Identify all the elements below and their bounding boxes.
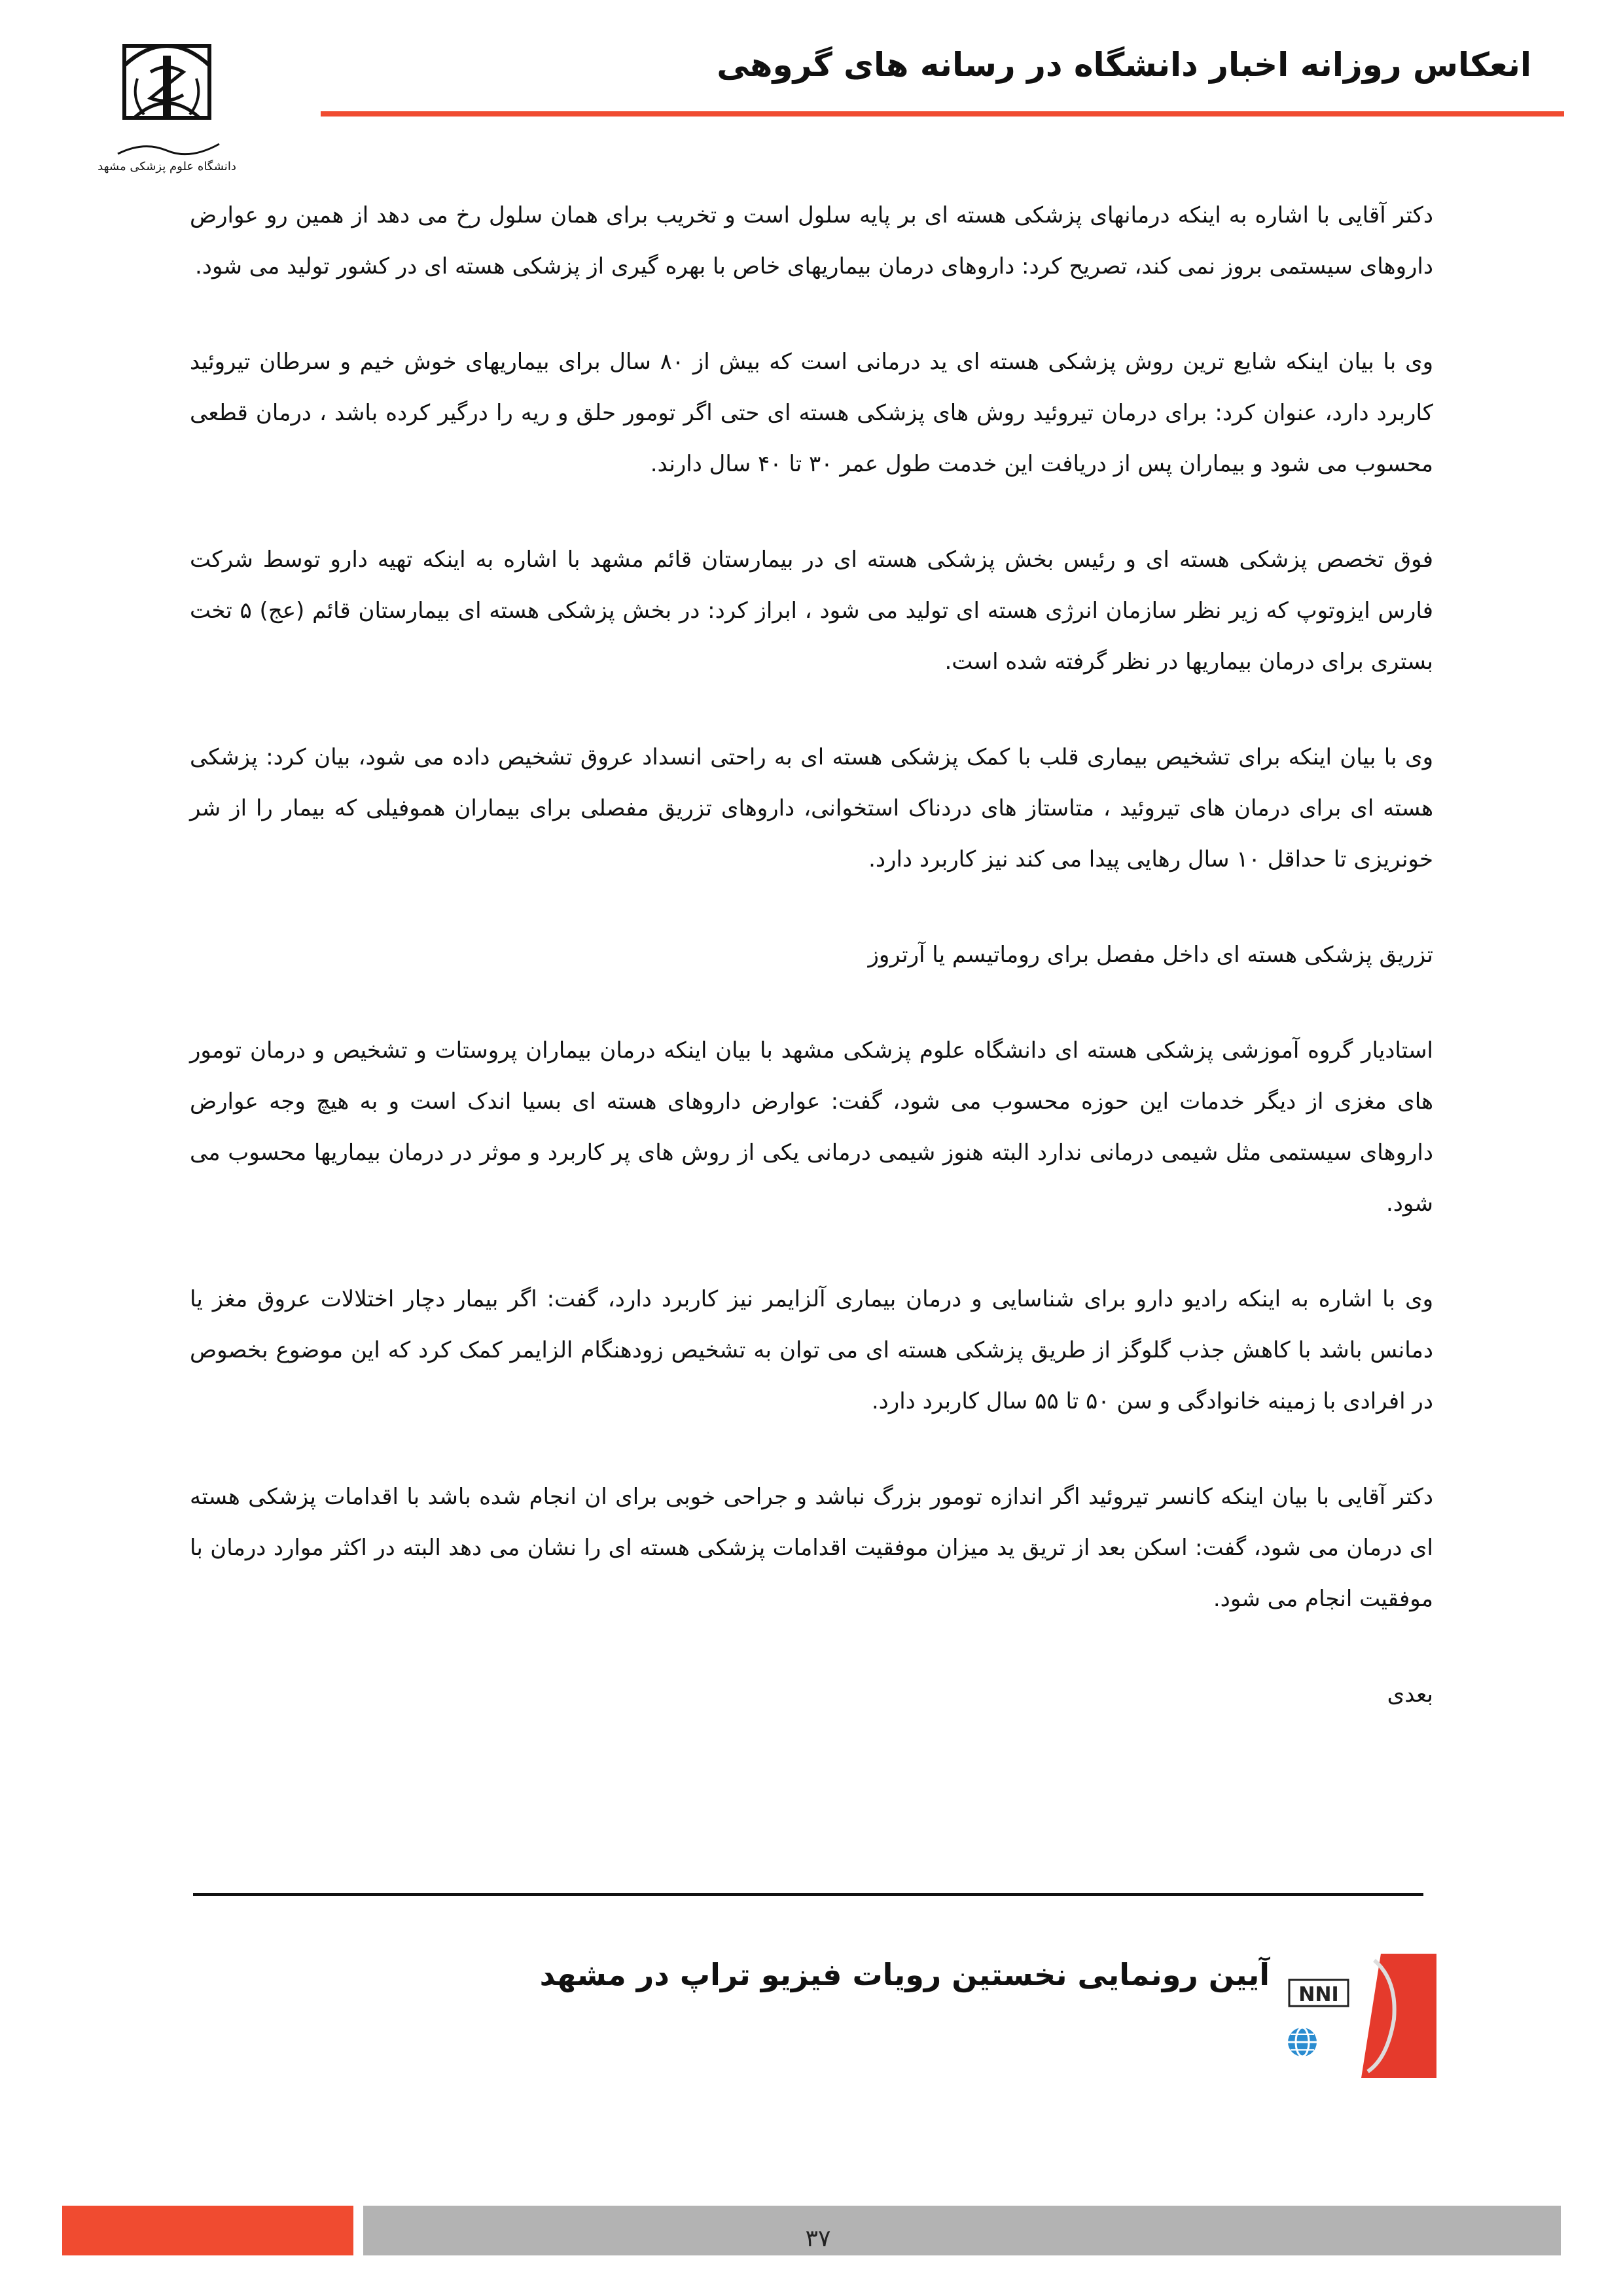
section-divider (193, 1893, 1423, 1896)
university-logo (98, 26, 236, 177)
agency-logo-text: NNI (1298, 1983, 1339, 2006)
page-number: ۳۷ (805, 2225, 831, 2252)
subheading: تزریق پزشکی هسته ای داخل مفصل برای روماتیسم یا آرتروز (868, 942, 1433, 968)
paragraph: وی با بیان اینکه برای تشخیص بیماری قلب با کمک پزشکی هسته ای به راحتی انسداد عروق تشخیص داده می شود، بیان کرد: پزشکی هسته ای برای درمان های تیروئید ، متاستاز های دردناک استخوانی، داروهای تزریق مفصلی برای بیماران هموفیلی که بیمار را از شر خونریزی تا حداقل ۱۰ سال رهایی پیدا می کند نیز کاربرد دارد. (190, 744, 1433, 872)
paragraph: استادیار گروه آموزشی پزشکی هسته ای دانشگاه علوم پزشکی مشهد با بیان اینکه درمان بیماران پروستات و تشخیص و درمان تومور های مغزی از دیگر خدمات این حوزه محسوب می شود، گفت: عوارض داروهای هسته ای بسیا اندک است و به هیچ وجه عوارض داروهای سیستمی مثل شیمی درمانی ندارد البته هنوز شیمی درمانی یکی از روش های پر کاربرد و موثر در درمان بیماریها محسوب می شود. (190, 1037, 1433, 1217)
header-divider (321, 111, 1564, 117)
footer-accent-bar (62, 2206, 353, 2255)
next-link[interactable]: بعدی (1387, 1681, 1433, 1708)
globe-icon (1288, 2028, 1317, 2056)
page-title: انعکاس روزانه اخبار دانشگاه در رسانه های گروهی (717, 46, 1531, 84)
paragraph: فوق تخصص پزشکی هسته ای و رئیس بخش پزشکی هسته ای در بیمارستان قائم مشهد با اشاره به اینکه تهیه دارو توسط شرکت فارس ایزوتوپ که زیر نظر سازمان انرژی هسته ای تولید می شود ، ابراز کرد: در بخش پزشکی هسته ای بیمارستان قائم (عج) ۵ تخت بستری برای درمان بیماریها در نظر گرفته شده است. (190, 547, 1434, 675)
logo-caption: دانشگاه علوم پزشکی مشهد (98, 160, 236, 173)
paragraph: وی با بیان اینکه شایع ترین روش پزشکی هسته ای ید درمانی است که بیش از ۸۰ سال برای بیماریهای خوش خیم و سرطان تیروئید کاربرد دارد، عنوان کرد: برای درمان تیروئید روش های پزشکی هسته ای حتی اگر تومور حلق و ریه را درگیر کرده باشد ، درمان قطعی محسوب می شود و بیماران پس از دریافت این خدمت طول عمر ۳۰ تا ۴۰ سال دارند. (190, 349, 1433, 477)
university-emblem-icon (98, 26, 236, 177)
news-item-title[interactable]: آیین رونمایی نخستین رویات فیزیو تراپ در مشهد (539, 1957, 1270, 1992)
article-body (190, 190, 1433, 1765)
footer-bar (363, 2206, 1561, 2255)
paragraph: دکتر آقایی با اشاره به اینکه درمانهای پزشکی هسته ای بر پایه سلول است و تخریب برای همان سلول رخ می دهد از همین رو عوارض داروهای سیستمی بروز نمی کند، تصریح کرد: داروهای درمان بیماریهای خاص با بهره گیری از پزشکی هسته ای در کشور تولید می شود. (190, 202, 1433, 279)
news-agency-logo (1283, 1947, 1440, 2078)
paragraph: دکتر آقایی با بیان اینکه کانسر تیروئید اگر اندازه تومور بزرگ نباشد و جراحی خوبی برای ان انجام شده باشد با اقدامات پزشکی هسته ای درمان می شود، گفت: اسکن بعد از تریق ید میزان موفقیت اقدامات پزشکی هسته ای را نشان می دهد البته در اکثر موارد درمان با موفقیت انجام می شود. (190, 1484, 1433, 1612)
paragraph: وی با اشاره به اینکه رادیو دارو برای شناسایی و درمان بیماری آلزایمر نیز کاربرد دارد، گفت: اگر بیمار دچار اختلالات عروق مغز یا دمانس باشد با کاهش جذب گلوگز از طریق پزشکی هسته ای می توان به تشخیص زودهنگام الزایمر کمک کرد که این موضوع بخصوص در افرادی با زمینه خانوادگی و سن ۵۰ تا ۵۵ سال کاربرد دارد. (190, 1286, 1433, 1414)
agency-red-shape (1361, 1954, 1436, 2078)
